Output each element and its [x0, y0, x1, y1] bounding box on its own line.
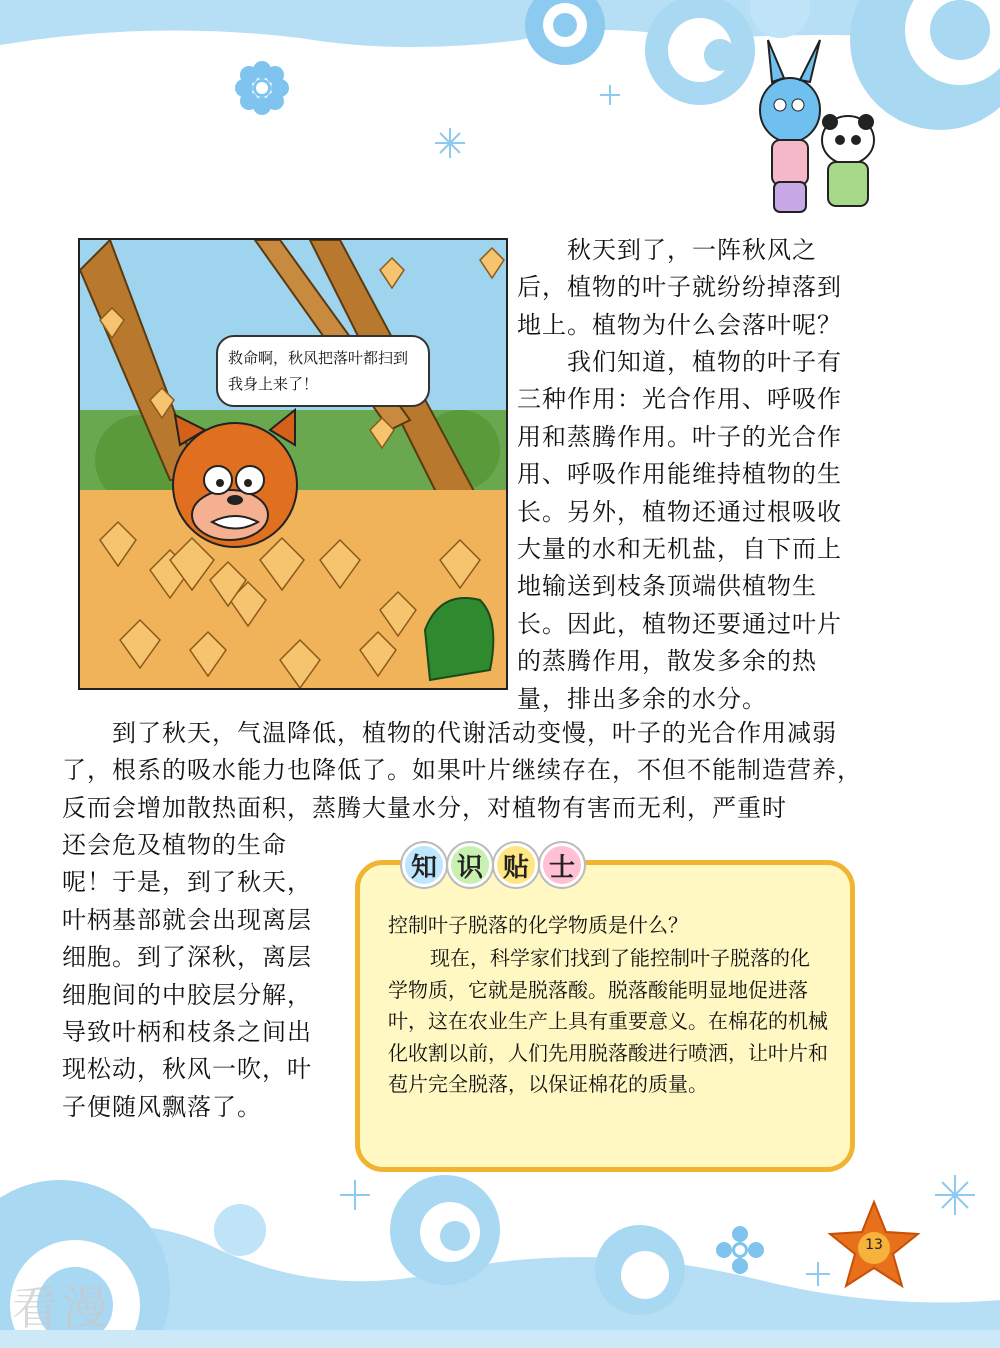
paragraph-autumn-intro: 秋天到了，一阵秋风之后，植物的叶子就纷纷掉落到地上。植物为什么会落叶呢？: [517, 236, 842, 339]
tip-title-char: 士: [540, 843, 584, 887]
watermark: 看漫: [12, 1281, 112, 1335]
tip-title-char: 识: [448, 843, 492, 887]
comic-illustration: [80, 240, 508, 690]
flower-icon: [235, 61, 289, 115]
bear-character: [173, 410, 297, 547]
paragraph-leaf-functions: 我们知道，植物的叶子有三种作用：光合作用、呼吸作用和蒸腾作用。叶子的光合作用、呼吸作用能维持植物的生长。另外，植物还通过根吸收大量的水和无机盐，自下而上地输送到枝条顶端供植物生长。因此，植物还要通过叶片的蒸腾作用，散发多余的热量，排出多余的水分。: [517, 348, 842, 713]
paragraph-autumn-changes: 到了秋天，气温降低，植物的代谢活动变慢，叶子的光合作用减弱了，根系的吸水能力也降低了。如果叶片继续存在，不但不能制造营养，反而会增加散热面积，蒸腾大量水分，对植物有害而无利，严重时: [62, 719, 862, 822]
comic-panel: [78, 238, 508, 690]
speech-bubble: 救命啊，秋风把落叶都扫到我身上来了！: [216, 335, 430, 407]
tip-question: 控制叶子脱落的化学物质是什么？: [388, 913, 688, 937]
knowledge-tip-title: [402, 843, 584, 887]
flower-icon: [716, 1226, 764, 1274]
page-number: 13: [865, 1237, 883, 1253]
paragraph-abscission: 还会危及植物的生命呢！于是，到了秋天，叶柄基部就会出现离层细胞。到了深秋，离层细胞间的中胶层分解，导致叶柄和枝条之间出现松动，秋风一吹，叶子便随风飘落了。: [62, 831, 312, 1121]
tip-title-char: 贴: [494, 843, 538, 887]
tip-body: 现在，科学家们找到了能控制叶子脱落的化学物质，它就是脱落酸。脱落酸能明显地促进落叶，这在农业生产上具有重要意义。在棉花的机械化收割以前，人们先用脱落酸进行喷洒，让叶片和苞片完全脱落，以保证棉花的质量。: [388, 946, 828, 1097]
tip-title-char: 知: [402, 843, 446, 887]
